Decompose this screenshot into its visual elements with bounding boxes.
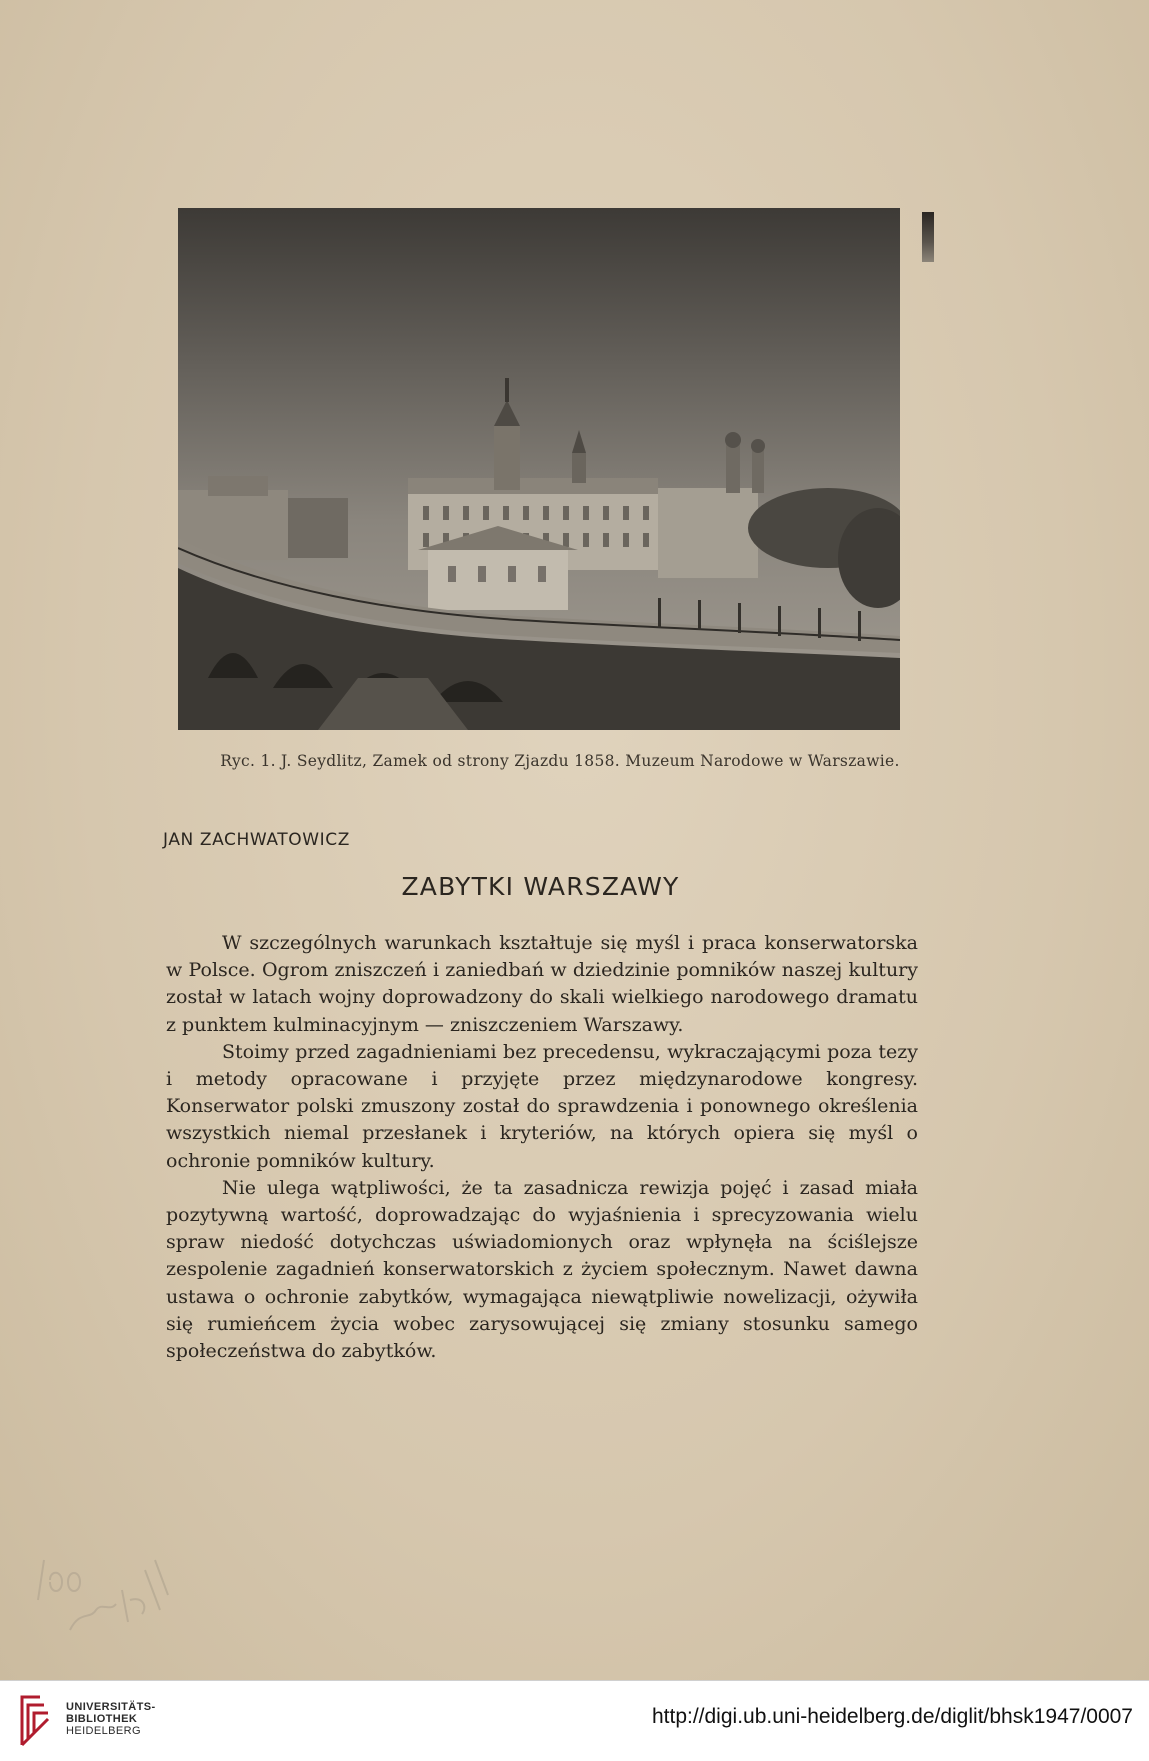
pencil-annotation-scribble	[30, 1540, 180, 1640]
figure-caption: Ryc. 1. J. Seydlitz, Zamek od strony Zjazdu 1858. Muzeum Narodowe w Warszawie.	[220, 752, 900, 770]
paragraph: Nie ulega wątpliwości, że ta zasadnicza rewizja pojęć i zasad miała pozytywną wartość, doprowadzając do wyjaśnienia i sprecyzowania wielu spraw niedość dotychczas uświadomionych oraz wpłynęła na ściślejsze zespolenie zagadnień konserwatorskich z życiem społecznym. Nawet dawna ustawa o ochronie zabytków, wymagająca niewątpliwie nowelizacji, ożywiła się rumieńcem życia wobec zarysowującej się zmiany stosunku samego społeczeństwa do zabytków.	[166, 1176, 918, 1363]
article-body	[166, 930, 918, 1365]
heidelberg-library-logo-icon	[18, 1691, 54, 1749]
library-footer	[0, 1680, 1149, 1761]
article-title: ZABYTKI WARSZAWY	[401, 872, 680, 901]
author-name: JAN ZACHWATOWICZ	[163, 830, 350, 850]
engraving-plate	[178, 208, 900, 730]
library-name: UNIVERSITÄTS- BIBLIOTHEK HEIDELBERG	[66, 1701, 156, 1737]
source-url-link[interactable]: http://digi.ub.uni-heidelberg.de/diglit/bhsk1947/0007	[651, 1705, 1133, 1728]
paragraph: Stoimy przed zagadnieniami bez precedensu, wykraczającymi poza tezy i metody opracowane i przyjęte przez międzynarodowe kongresy. Konserwator polski zmuszony został do sprawdzenia i ponownego określenia wszystkich niemal przesłanek i kryteriów, na których opiera się myśl o ochronie pomników kultury.	[166, 1040, 918, 1172]
margin-ink-mark	[922, 212, 934, 262]
paragraph: W szczególnych warunkach kształtuje się myśl i praca konserwatorska w Polsce. Ogrom zniszczeń i zaniedbań w dziedzinie pomników naszej kultury został w latach wojny doprowadzony do skali wielkiego narodowego dramatu z punktem kulminacyjnym — zniszczeniem Warszawy.	[166, 932, 918, 1036]
castle-engraving-image	[178, 208, 900, 730]
